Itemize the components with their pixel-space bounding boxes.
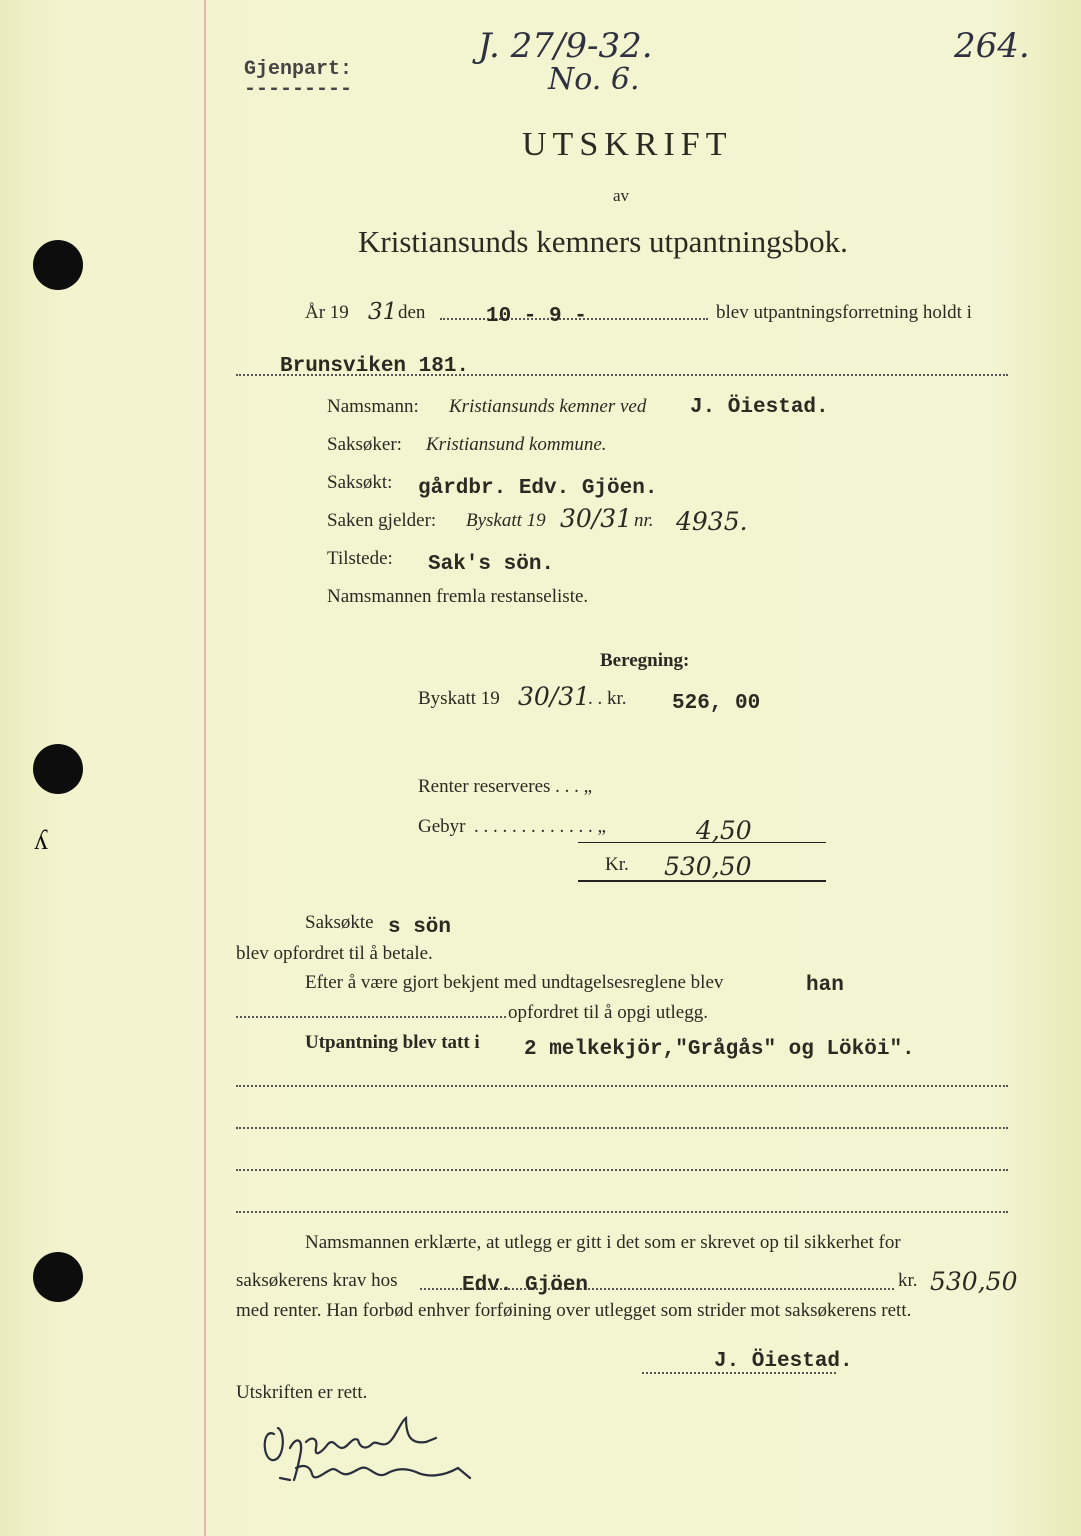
opgi-text: opfordret til å opgi utlegg. [508,1002,708,1023]
namsmann-label: Namsmann: [327,396,419,417]
total-label: Kr. [605,854,629,875]
restanse-text: Namsmannen fremla restanseliste. [327,586,589,607]
gjelder-year: 30/31 [560,504,633,533]
saksoker-label: Saksøker: [327,434,402,455]
erklaerte-text: Namsmannen erklærte, at utlegg er gitt i det som er skrevet op til sikkerhet for [305,1232,901,1253]
den-label: den [398,302,426,323]
tilstede-label: Tilstede: [327,548,393,569]
utpantning-value: 2 melkekjör,"Grågås" og Lököi". [524,1038,915,1061]
saksokt-value: gårdbr. Edv. Gjöen. [418,477,658,500]
namsmann-value: J. Öiestad. [690,396,829,419]
date-value: 10 - 9 - [486,305,587,328]
krav-name: Edv. Gjöen [462,1274,589,1297]
forbod-text: med renter. Han forbød enhver forføining over utlegget som strider mot saksøkerens rett. [236,1300,912,1321]
gebyr-label: Gebyr [418,816,466,837]
year-value: 31 [368,299,398,325]
utpantning-label: Utpantning blev tatt i [305,1032,480,1053]
margin-mark-icon: ʎ [34,825,48,856]
krav-label: saksøkerens krav hos [236,1270,398,1291]
margin-rule [204,0,206,1536]
title-av: av [613,186,630,205]
held-text: blev utpantningsforretning holdt i [716,302,972,323]
handwritten-signature [256,1408,486,1498]
copy-underline: --------- [244,78,353,101]
gjelder-nr-label: nr. [634,510,654,531]
efter-value: han [806,974,844,997]
namsmann-printed: Kristiansunds kemner ved [449,396,647,417]
saksokte-value: s sön [388,916,452,939]
handwritten-date: J. 27/9-32. [478,26,653,66]
copy-label: Gjenpart: [244,58,353,81]
renter-label: Renter reserveres . . . „ [418,776,593,797]
year-prefix: År 19 [305,302,349,323]
saksoker-value: Kristiansund kommune. [426,434,607,455]
byskatt-year: 30/31 [518,682,591,711]
typed-signature: J. Öiestad. [714,1350,853,1373]
page-number: 264. [954,26,1030,66]
punch-hole-top [33,240,83,290]
document-subtitle: Kristiansunds kemners utpantningsbok. [358,224,848,259]
document-title: UTSKRIFT [522,126,733,163]
punch-hole-middle [33,744,83,794]
total-value: 530,50 [664,852,752,881]
gebyr-value: 4,50 [696,816,752,845]
krav-kr: kr. [898,1270,918,1291]
byskatt-label: Byskatt 19 [418,688,500,709]
calc-heading: Beregning: [600,650,690,671]
krav-value: 530,50 [930,1267,1018,1296]
byskatt-kr: . . kr. [588,688,627,709]
saksokt-label: Saksøkt: [327,472,393,493]
gjelder-printed: Byskatt 19 [466,510,546,531]
tilstede-value: Sak's sön. [428,553,555,576]
saksokte-label: Saksøkte [305,912,374,933]
place-value: Brunsviken 181. [280,355,470,378]
opfordret-text: blev opfordret til å betale. [236,943,433,964]
gebyr-dots: . . . . . . . . . . . . . „ [474,816,606,837]
handwritten-number: No. 6. [548,62,640,97]
gjelder-nr: 4935. [676,507,748,536]
gjelder-label: Saken gjelder: [327,510,437,531]
byskatt-value: 526, 00 [672,692,761,715]
punch-hole-bottom [33,1252,83,1302]
efter-text: Efter å være gjort bekjent med undtagelsesreglene blev [305,972,724,993]
footer-rett: Utskriften er rett. [236,1382,368,1403]
